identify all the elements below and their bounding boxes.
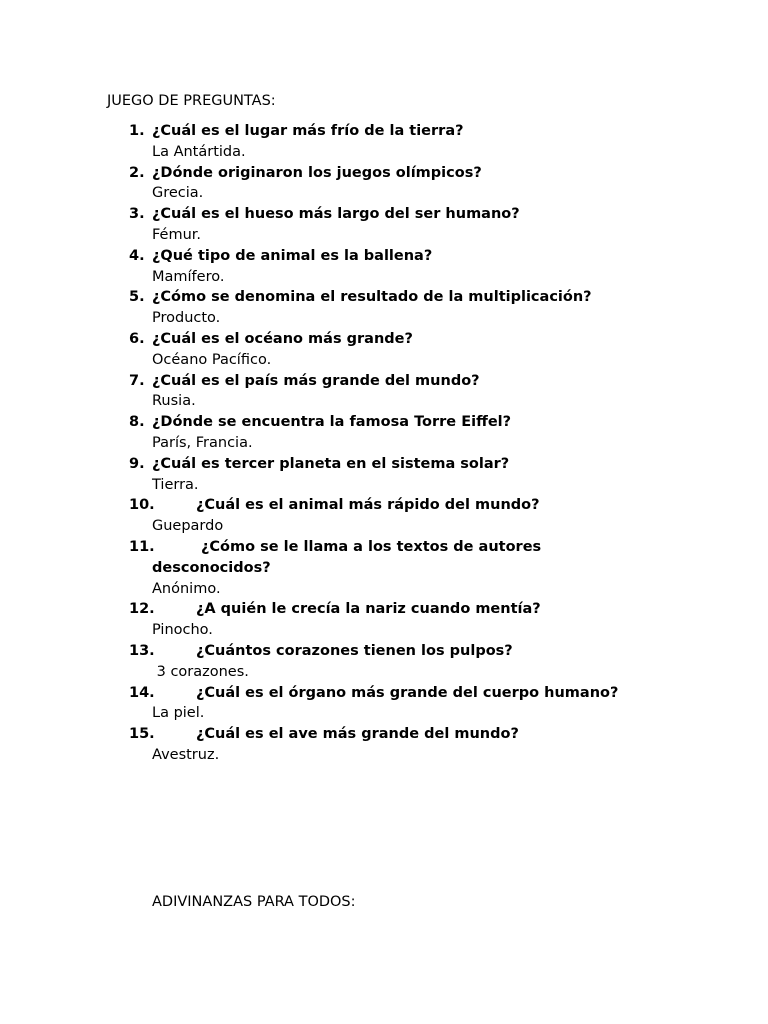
item-number: 9. [129, 455, 145, 472]
question-text: ¿Dónde originaron los juegos olímpicos? [152, 164, 482, 181]
list-item-9 [0, 454, 768, 496]
item-number: 6. [129, 330, 145, 347]
question-text: ¿Cuál es el lugar más frío de la tierra? [152, 123, 464, 139]
riddles-heading: ADIVINANZAS PARA TODOS: [152, 894, 356, 910]
answer-text: Pinocho. [152, 622, 213, 639]
list-item-5 [0, 287, 768, 329]
list-item-3 [0, 204, 768, 246]
list-item-8 [0, 412, 768, 454]
list-item-13 [0, 641, 768, 683]
question-text: ¿Cómo se le llama a los textos de autores desconocidos? [152, 538, 542, 576]
question-text: ¿A quién le crecía la nariz cuando mentía? [196, 601, 541, 618]
question-text: ¿Cómo se denomina el resultado de la multiplicación? [152, 289, 592, 306]
answer-text: Avestruz. [152, 746, 220, 763]
answer-text: Rusia. [152, 393, 196, 410]
item-number: 7. [129, 372, 145, 389]
item-number: 10. [129, 497, 155, 514]
item-number: 4. [129, 247, 145, 264]
question-text: ¿Cuál es el país más grande del mundo? [152, 372, 480, 389]
list-item-2 [0, 163, 768, 205]
list-item-14 [0, 683, 768, 725]
answer-text: Mamífero. [152, 268, 225, 285]
list-item-6 [0, 329, 768, 371]
question-text: ¿Cuál es tercer planeta en el sistema solar? [152, 455, 510, 472]
item-number: 5. [129, 289, 145, 306]
item-number: 14. [129, 684, 155, 701]
answer-text: Grecia. [152, 185, 204, 202]
question-text: ¿Cuál es el animal más rápido del mundo? [196, 497, 540, 514]
quiz-heading: JUEGO DE PREGUNTAS: [107, 93, 276, 109]
answer-text: 3 corazones. [152, 663, 249, 680]
answer-text: Guepardo [152, 518, 224, 535]
question-text: ¿Cuál es el ave más grande del mundo? [196, 726, 519, 743]
answer-text: La piel. [152, 705, 205, 722]
answer-text: Producto. [152, 310, 221, 327]
answer-text: Fémur. [152, 226, 202, 243]
answer-text: Tierra. [152, 476, 199, 493]
list-item-4 [0, 246, 768, 288]
list-item-1 [0, 121, 768, 163]
question-text: ¿Cuál es el hueso más largo del ser humano? [152, 206, 520, 223]
question-text: ¿Cuál es el órgano más grande del cuerpo humano? [196, 684, 619, 701]
question-text: ¿Dónde se encuentra la famosa Torre Eiffel? [152, 414, 512, 431]
answer-text: Anónimo. [152, 580, 221, 597]
item-number: 2. [129, 164, 145, 181]
question-text: ¿Cuál es el océano más grande? [152, 330, 413, 347]
answer-text: La Antártida. [152, 143, 246, 160]
question-text: ¿Cuántos corazones tienen los pulpos? [196, 642, 513, 659]
list-item-7 [0, 371, 768, 413]
answer-text: Océano Pacífico. [152, 351, 272, 368]
item-number: 15. [129, 726, 155, 743]
list-item-11 [0, 537, 768, 599]
list-item-15 [0, 724, 768, 766]
question-list [0, 121, 768, 766]
question-text: ¿Qué tipo de animal es la ballena? [152, 247, 433, 264]
item-number: 12. [129, 601, 155, 618]
item-number: 11. [129, 538, 155, 555]
list-item-12 [0, 599, 768, 641]
item-number: 1. [129, 123, 145, 139]
list-item-10 [0, 495, 768, 537]
answer-text: París, Francia. [152, 434, 253, 451]
item-number: 8. [129, 414, 145, 431]
item-number: 3. [129, 206, 145, 223]
item-number: 13. [129, 642, 155, 659]
